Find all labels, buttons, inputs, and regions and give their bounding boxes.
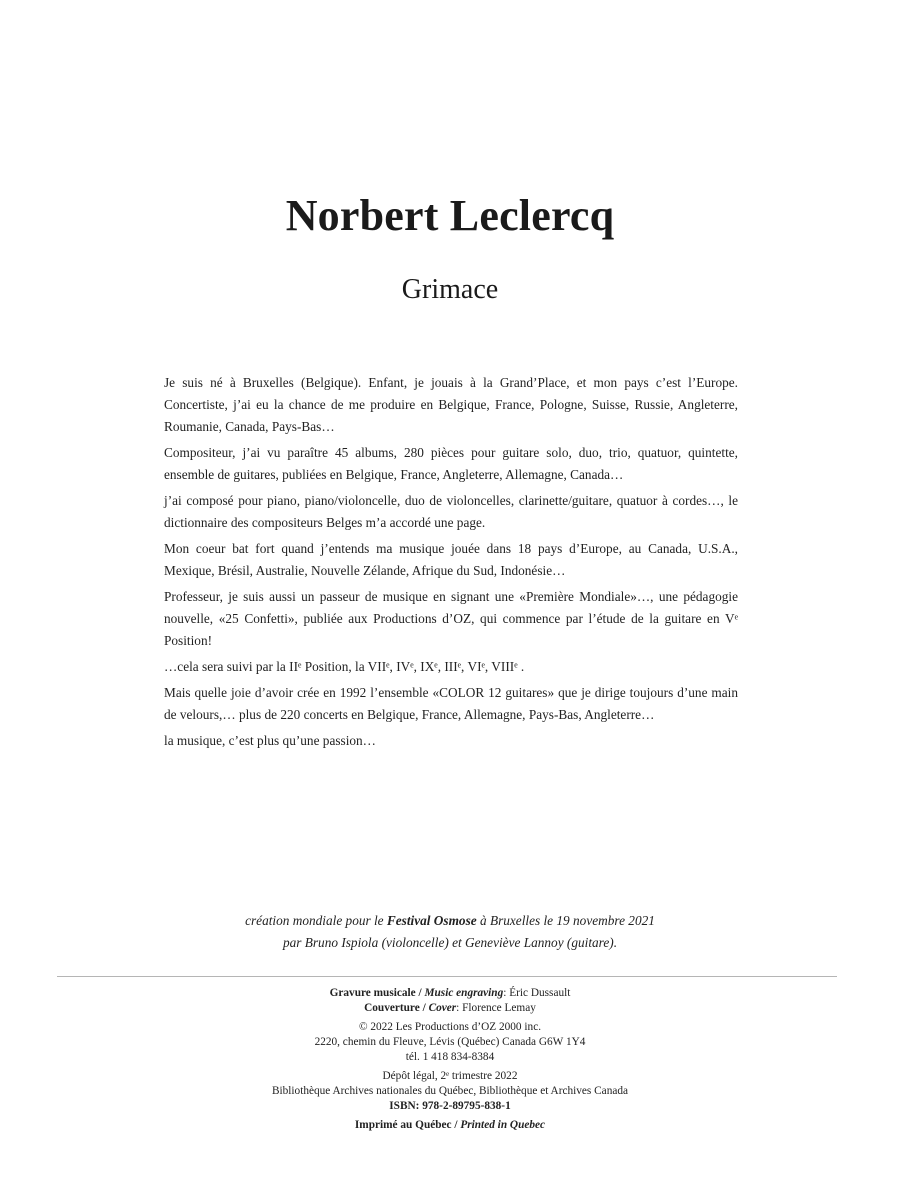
bio-paragraph: Professeur, je suis aussi un passeur de musique en signant une «Première Mondiale»…, une pédagogie nouvelle, «25 Confetti», publiée aux Productions d’OZ, qui commence par l’étude de la guitare en Vᵉ Position! <box>164 589 738 648</box>
engraving-credit: Gravure musicale / Music engraving: Éric Dussault <box>329 987 571 999</box>
premiere-line-1: création mondiale pour le Festival Osmose à Bruxelles le 19 novembre 2021 <box>245 913 655 928</box>
festival-name: Festival Osmose <box>386 913 477 928</box>
publisher-phone: tél. 1 418 834-8384 <box>405 1051 495 1063</box>
copyright-line: © 2022 Les Productions d’OZ 2000 inc. <box>358 1021 542 1033</box>
publisher-address: 2220, chemin du Fleuve, Lévis (Québec) Canada G6W 1Y4 <box>314 1036 586 1048</box>
bio-paragraph: Mais quelle joie d’avoir crée en 1992 l’ensemble «COLOR 12 guitares» que je dirige toujours d’une main de velours,… plus de 220 concerts en Belgique, France, Allemagne, Pays-Bas, Angleterre… <box>164 685 738 722</box>
composer-biography <box>164 372 738 756</box>
composer-name: Norbert Leclercq <box>285 191 615 240</box>
bio-paragraph: Compositeur, j’ai vu paraître 45 albums, 280 pièces pour guitare solo, duo, trio, quatuor, quintette, ensemble de guitares, publiées en Belgique, France, Angleterre, Allemagne, Canada… <box>164 445 738 482</box>
bio-paragraph: …cela sera suivi par la IIᵉ Position, la VIIᵉ, IVᵉ, IXᵉ, IIIᵉ, VIᵉ, VIIIᵉ . <box>164 659 525 674</box>
bio-paragraph: Mon coeur bat fort quand j’entends ma musique jouée dans 18 pays d’Europe, au Canada, U.S.A., Mexique, Brésil, Australie, Nouvelle Zélande, Afrique du Sud, Indonésie… <box>164 541 738 578</box>
libraries-line: Bibliothèque Archives nationales du Québec, Bibliothèque et Archives Canada <box>271 1085 629 1097</box>
bio-paragraph: Je suis né à Bruxelles (Belgique). Enfant, je jouais à la Grand’Place, et mon pays c’est l’Europe. Concertiste, j’ai eu la chance de me produire en Belgique, France, Pologne, Suisse, Russie, Angleterre, Roumanie, Canada, Pays-Bas… <box>164 375 738 434</box>
printed-in: Imprimé au Québec / Printed in Quebec <box>354 1119 546 1131</box>
bio-paragraph: j’ai composé pour piano, piano/violoncelle, duo de violoncelles, clarinette/guitare, quatuor à cordes…, le dictionnaire des compositeurs Belges m’a accordé une page. <box>164 493 738 530</box>
legal-deposit: Dépôt légal, 2ᵉ trimestre 2022 <box>382 1070 518 1082</box>
work-title: Grimace <box>401 274 499 305</box>
premiere-line-2: par Bruno Ispiola (violoncelle) et Geneviève Lannoy (guitare). <box>282 935 618 950</box>
colophon <box>0 986 900 1133</box>
horizontal-divider <box>57 976 837 977</box>
isbn: ISBN: 978-2-89795-838-1 <box>389 1100 511 1112</box>
premiere-note <box>0 910 900 954</box>
bio-paragraph: la musique, c’est plus qu’une passion… <box>164 733 376 748</box>
cover-credit: Couverture / Cover: Florence Lemay <box>364 1002 536 1014</box>
